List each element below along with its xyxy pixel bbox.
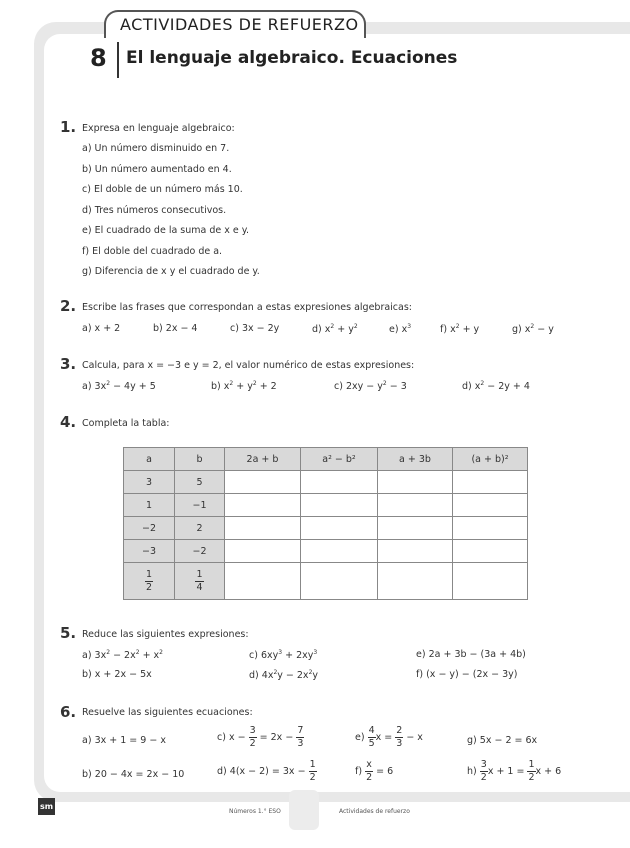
values-table: [123, 447, 528, 600]
table-answer-cell[interactable]: [378, 494, 453, 517]
table-answer-cell[interactable]: [453, 494, 528, 517]
table-answer-cell[interactable]: [225, 540, 301, 563]
exercise-1-item: g) Diferencia de x y el cuadrado de y.: [82, 266, 260, 277]
table-answer-cell[interactable]: [301, 540, 378, 563]
exercise-6-number: 6.: [60, 703, 77, 721]
exercise-6-item-h: h) $\frac{3}{2}$ x + 1 = $\frac{1}{2}$ x + 6: [467, 759, 562, 783]
exercise-6-item-d: d) 4(x − 2) = 3x − $\frac{1}{2}$: [217, 759, 316, 783]
exercise-1-item: e) El cuadrado de la suma de x e y.: [82, 225, 250, 236]
table-answer-cell[interactable]: [225, 563, 301, 600]
table-cell-a: −2: [124, 517, 175, 540]
exercise-2-item-e: e) $x^3$: [389, 323, 412, 335]
table-cell-b: −1: [175, 494, 225, 517]
exercise-6-item-e: e) $\frac{4}{5}$ x = $\frac{2}{3}$ − x: [355, 725, 423, 749]
table-answer-cell[interactable]: [301, 517, 378, 540]
footer-section: Actividades de refuerzo: [339, 808, 410, 815]
exercise-3-item-a: a) $3x^2 - 4y + 5$: [82, 380, 156, 392]
table-answer-cell[interactable]: [453, 540, 528, 563]
exercise-1-prompt: Expresa en lenguaje algebraico:: [82, 123, 235, 134]
table-cell-b: 2: [175, 517, 225, 540]
exercise-3-item-b: b) $x^2 + y^2 + 2$: [211, 380, 277, 392]
exercise-5-number: 5.: [60, 624, 77, 642]
exercise-2-prompt: Escribe las frases que correspondan a estas expresiones algebraicas:: [82, 302, 413, 313]
unit-divider: [117, 42, 119, 78]
table-answer-cell[interactable]: [453, 517, 528, 540]
exercise-1-item: a) Un número disminuido en 7.: [82, 143, 230, 154]
table-header: a² − b²: [301, 448, 378, 471]
table-answer-cell[interactable]: [378, 471, 453, 494]
exercise-6-item-b: b) 20 − 4x = 2x − 10: [82, 769, 185, 780]
table-header: (a + b)²: [453, 448, 528, 471]
exercise-3-item-d: d) $x^2 - 2y + 4$: [462, 380, 530, 392]
table-answer-cell[interactable]: [378, 517, 453, 540]
exercise-6-item-f: f) $\frac{x}{2}$ = 6: [355, 759, 394, 783]
section-title: ACTIVIDADES DE REFUERZO: [120, 15, 359, 34]
footer-tab-mark: [289, 790, 319, 830]
exercise-1-item: f) El doble del cuadrado de a.: [82, 246, 223, 257]
table-answer-cell[interactable]: [378, 563, 453, 600]
table-cell-b: −2: [175, 540, 225, 563]
exercise-1-item: b) Un número aumentado en 4.: [82, 164, 232, 175]
exercise-6-prompt: Resuelve las siguientes ecuaciones:: [82, 707, 253, 718]
table-header-row: [124, 448, 528, 471]
table-cell-a: 3: [124, 471, 175, 494]
exercise-5-prompt: Reduce las siguientes expresiones:: [82, 629, 249, 640]
table-cell-a: $\frac{1}{2}$: [124, 563, 175, 600]
unit-number: 8: [90, 44, 107, 72]
table-header: b: [175, 448, 225, 471]
table-row: [124, 563, 528, 600]
exercise-4-number: 4.: [60, 413, 77, 431]
table-cell-a: 1: [124, 494, 175, 517]
section-tab: [104, 10, 366, 38]
exercise-3-prompt: Calcula, para x = −3 e y = 2, el valor numérico de estas expresiones:: [82, 360, 415, 371]
exercise-5-item-a: a) $3x^2 - 2x^2 + x^2$: [82, 649, 163, 661]
table-row: [124, 540, 528, 563]
table-cell-b: $\frac{1}{4}$: [175, 563, 225, 600]
exercise-1-item: d) Tres números consecutivos.: [82, 205, 227, 216]
table-cell-b: 5: [175, 471, 225, 494]
table-answer-cell[interactable]: [301, 494, 378, 517]
table-header: a: [124, 448, 175, 471]
exercise-2-item-a: a) x + 2: [82, 323, 121, 334]
table-answer-cell[interactable]: [453, 471, 528, 494]
exercise-3-item-c: c) $2xy - y^2 - 3$: [334, 380, 407, 392]
table-answer-cell[interactable]: [301, 563, 378, 600]
footer-book: Números 1.° ESO: [229, 808, 281, 815]
table-row: [124, 471, 528, 494]
exercise-1-item: c) El doble de un número más 10.: [82, 184, 243, 195]
exercise-5-item-c: c) $6xy^3 + 2xy^3$: [249, 649, 318, 661]
exercise-2-item-g: g) $x^2 - y$: [512, 323, 554, 335]
table-cell-a: −3: [124, 540, 175, 563]
table-answer-cell[interactable]: [378, 540, 453, 563]
exercise-2-item-f: f) $x^2 + y$: [440, 323, 480, 335]
table-answer-cell[interactable]: [225, 517, 301, 540]
table-answer-cell[interactable]: [225, 471, 301, 494]
exercise-6-item-c: c) x − $\frac{3}{2}$ = 2x − $\frac{7}{3}$: [217, 725, 304, 749]
exercise-2-number: 2.: [60, 297, 77, 315]
exercise-5-item-b: b) x + 2x − 5x: [82, 669, 152, 680]
table-row: [124, 494, 528, 517]
exercise-5-item-e: e) 2a + 3b − (3a + 4b): [416, 649, 526, 660]
exercise-2-item-d: d) $x^2 + y^2$: [312, 323, 358, 335]
table-answer-cell[interactable]: [301, 471, 378, 494]
table-header: a + 3b: [378, 448, 453, 471]
table-row: [124, 517, 528, 540]
exercise-6-item-a: a) 3x + 1 = 9 − x: [82, 735, 166, 746]
exercise-5-item-f: f) (x − y) − (2x − 3y): [416, 669, 518, 680]
exercise-2-item-c: c) 3x − 2y: [230, 323, 280, 334]
table-answer-cell[interactable]: [225, 494, 301, 517]
table-answer-cell[interactable]: [453, 563, 528, 600]
unit-title: El lenguaje algebraico. Ecuaciones: [126, 48, 458, 68]
exercise-3-number: 3.: [60, 355, 77, 373]
table-header: 2a + b: [225, 448, 301, 471]
exercise-1-number: 1.: [60, 118, 77, 136]
exercise-2-item-b: b) 2x − 4: [153, 323, 198, 334]
publisher-logo: sm: [38, 798, 55, 815]
exercise-5-item-d: d) $4x^2y - 2x^2y$: [249, 669, 319, 681]
exercise-6-item-g: g) 5x − 2 = 6x: [467, 735, 538, 746]
exercise-4-prompt: Completa la tabla:: [82, 418, 170, 429]
